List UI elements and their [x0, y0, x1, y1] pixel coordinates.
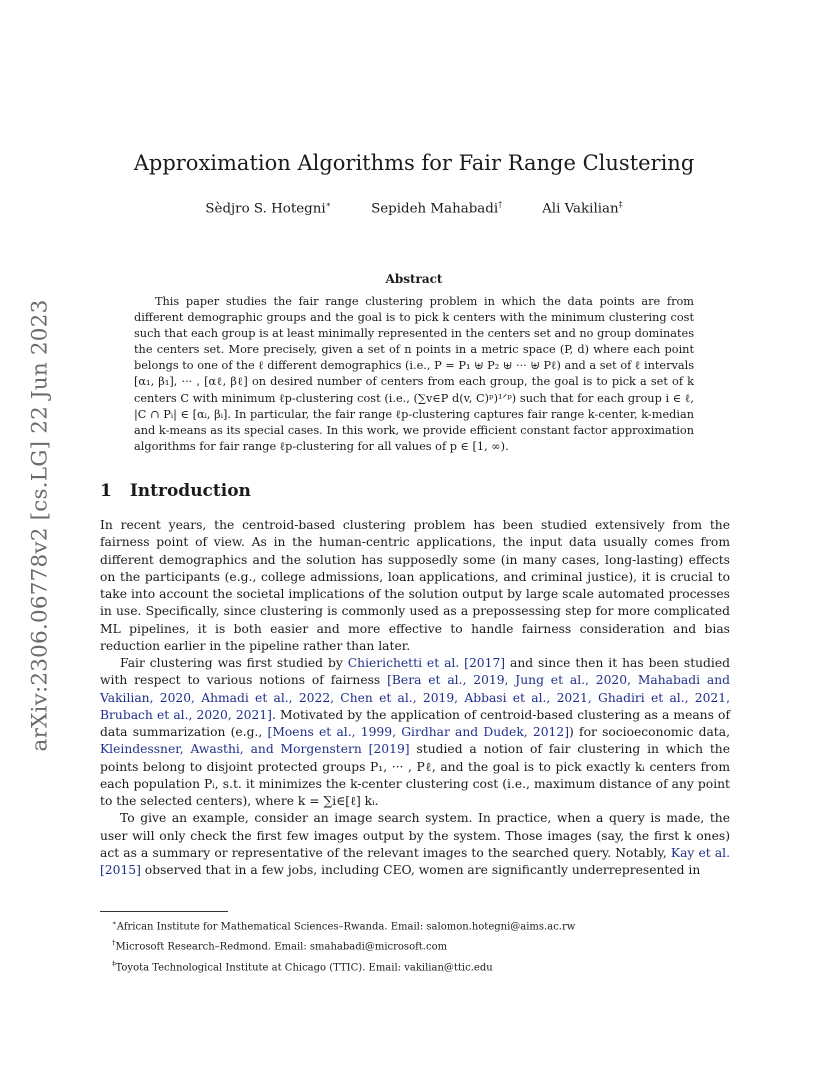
paragraph: To give an example, consider an image search system. In practice, when a query is made, the user will only check the first few images output by the system. Those images (say, the first k ones) act as a summary or representative of the relevant images to the searched query. Notably, Kay et al. [2015] observed that in a few jobs, including CEO, women are significantly underrepresented in: [100, 811, 730, 877]
arxiv-id: arXiv:2306.06778v2 [cs.LG] 22 Jun 2023: [27, 299, 53, 751]
author: Ali Vakilian‡: [542, 200, 623, 217]
citation-link[interactable]: [Moens et al., 1999, Girdhar and Dudek, 2012]: [267, 725, 569, 739]
citation-link[interactable]: Chierichetti et al. [2017]: [347, 656, 506, 670]
footnotes: [100, 915, 730, 976]
footnote-rule: [100, 911, 228, 912]
citation-link[interactable]: Kleindessner, Awasthi, and Morgenstern [2019]: [100, 742, 410, 757]
abstract-text: This paper studies the fair range clustering problem in which the data points are from different demographic groups and the goal is to pick k centers with the minimum clustering cost such that each group is at least minimally represented in the centers set and no group dominates the centers set. More precisely, given a set of n points in a metric space (P, d) where each point belongs to one of the ℓ different demographics (i.e., P = P₁ ⊎ P₂ ⊎ ··· ⊎ Pℓ) and a set of ℓ intervals [α₁, β₁], ··· , [αℓ, βℓ] on desired number of centers from each group, the goal is to pick a set of k centers C with minimum ℓp-clustering cost (i.e., (∑v∈P d(v, C)ᵖ)¹ᐟᵖ) such that for each group i ∈ ℓ, |C ∩ Pᵢ| ∈ [αᵢ, βᵢ]. In particular, the fair range ℓp-clustering captures fair range k-center, k-median and k-means as its special cases. In this work, we provide efficient constant factor approximation algorithms for fair range ℓp-clustering for all values of p ∈ [1, ∞).: [134, 295, 694, 453]
paragraph: Fair clustering was first studied by Chierichetti et al. [2017] and since then it has been studied with respect to various notions of fairness [Bera et al., 2019, Jung et al., 2020, Mahabadi and Vakilian, 2020, Ahmadi et al., 2022, Chen et al., 2019, Abbasi et al., 2021, Ghadiri et al., 2021, Brubach et al., 2020, 2021]. Motivated by the application of centroid-based clustering as a means of data summarization (e.g., [Moens et al., 1999, Girdhar and Dudek, 2012]) for socioeconomic data, Kleindessner, Awasthi, and Morgenstern [2019] studied a notion of fair clustering in which the points belong to disjoint protected groups P₁, ··· , Pℓ, and the goal is to pick exactly kᵢ centers from each population Pᵢ, s.t. it minimizes the k-center clustering cost (i.e., maximum distance of any point to the selected centers), where k = ∑i∈[ℓ] kᵢ.: [100, 656, 731, 808]
citation-link[interactable]: [Bera et al., 2019, Jung et al., 2020, Mahabadi and Vakilian, 2020, Ahmadi et al., 2022, Chen et al., 2019, Abbasi et al., 2021, Ghadiri et al., 2021, Brubach et al., 2020, 2021]: [100, 673, 730, 722]
section-number: 1: [100, 481, 112, 501]
abstract-heading: Abstract: [385, 272, 443, 286]
section-heading: [100, 481, 251, 501]
section-title: Introduction: [129, 481, 251, 501]
body-text: [100, 517, 730, 879]
citation-link[interactable]: Kay et al. [2015]: [100, 845, 730, 877]
paragraph: In recent years, the centroid-based clustering problem has been studied extensively from the fairness point of view. As in the human-centric applications, the input data usually comes from different demographics and the solution has supposedly some (in many cases, long-lasting) effects on the participants (e.g., college admissions, loan applications, and criminal justice), it is crucial to take into account the societal implications of the solution output by large scale automated processes in use. Specifically, since clustering is commonly used as a prepossessing step for more complicated ML pipelines, it is both easier and more effective to handle fairness consideration and bias reduction earlier in the pipeline rather than later.: [100, 518, 730, 653]
footnote: ‡Toyota Technological Institute at Chicago (TTIC). Email: vakilian@ttic.edu: [112, 959, 493, 973]
paper-title: Approximation Algorithms for Fair Range Clustering: [133, 151, 695, 175]
footnote: ∗African Institute for Mathematical Sciences–Rwanda. Email: salomon.hotegni@aims.ac.rw: [112, 919, 576, 933]
arxiv-sidebar: [10, 290, 70, 760]
footnote: †Microsoft Research–Redmond. Email: smahabadi@microsoft.com: [112, 939, 448, 953]
author-list: [96, 200, 732, 216]
author: Sèdjro S. Hotegni∗: [205, 200, 332, 217]
author: Sepideh Mahabadi†: [371, 200, 503, 217]
